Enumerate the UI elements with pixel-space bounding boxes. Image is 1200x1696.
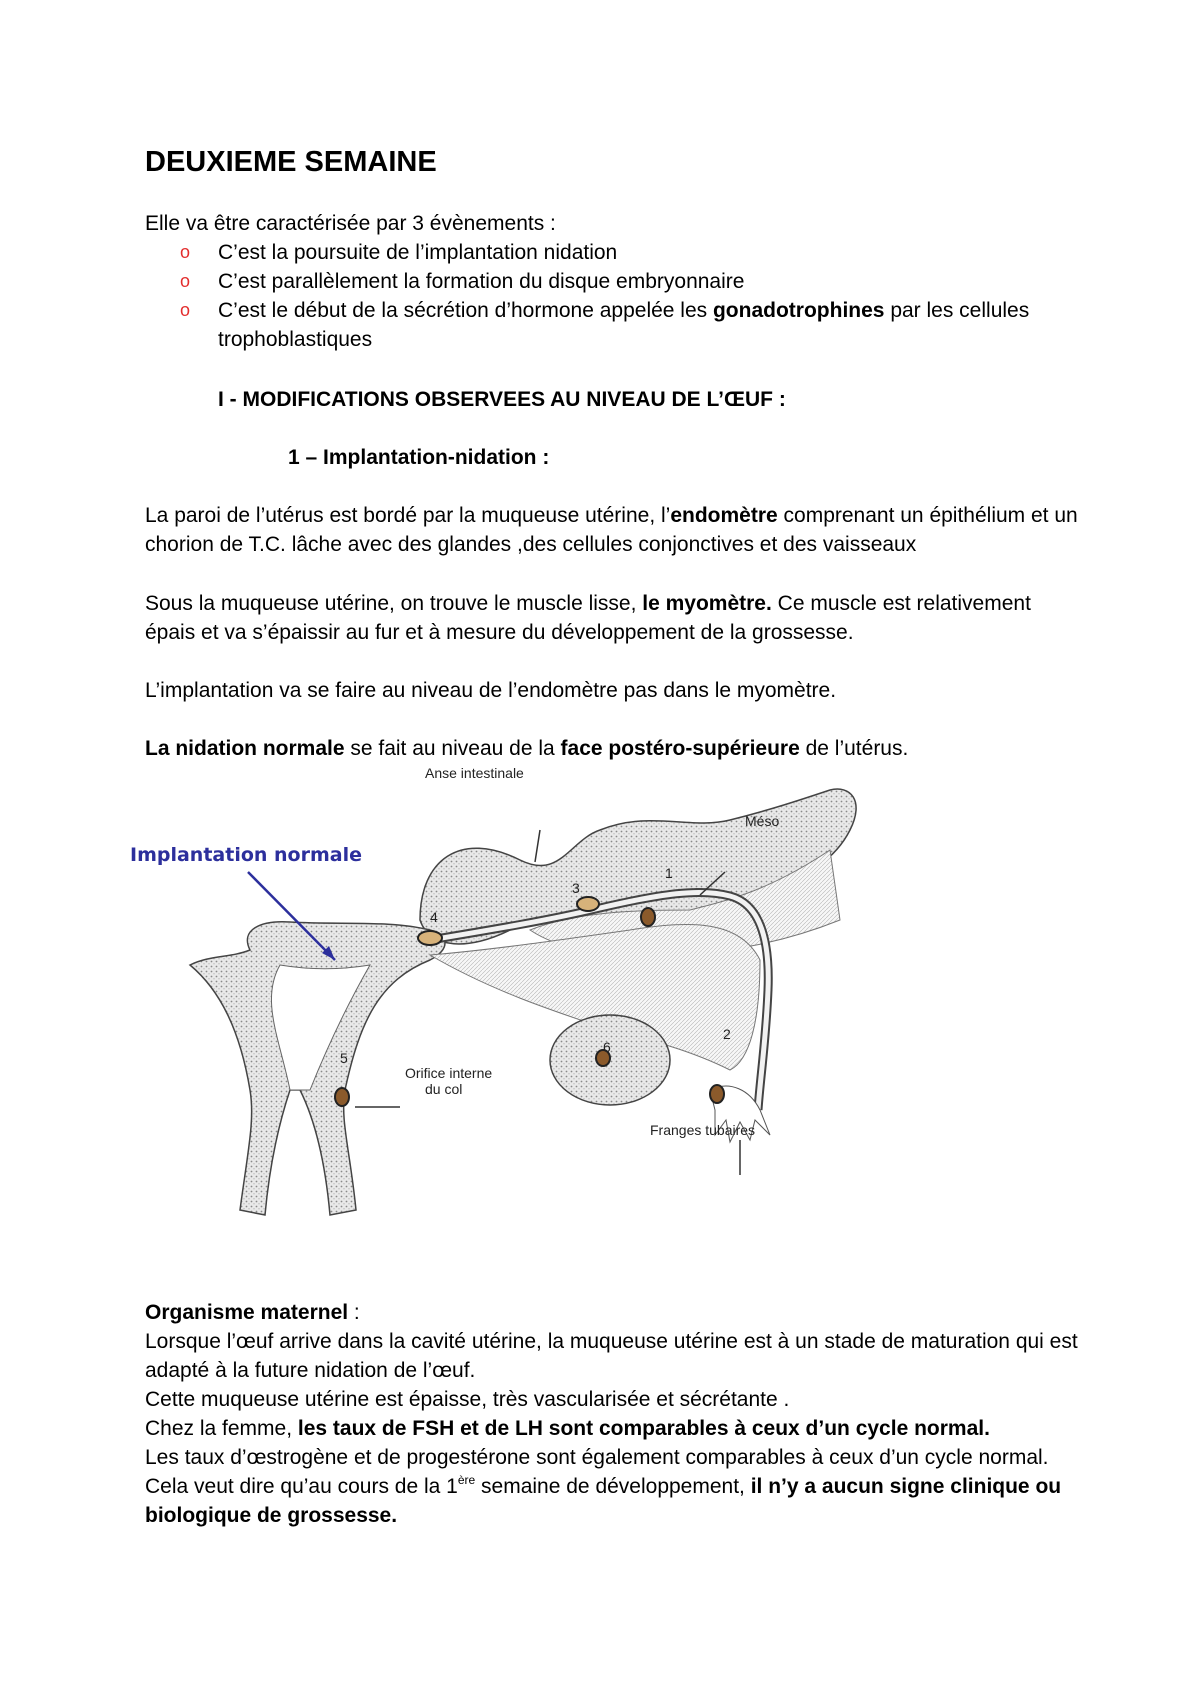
maternal-section [145, 1298, 1085, 1530]
list-item-text: C’est le début de la sécrétion d’hormone appelée les gonadotrophines par les cellules trophoblastiques [218, 299, 1030, 351]
section-heading: I - MODIFICATIONS OBSERVEES AU NIVEAU DE L’ŒUF : [218, 388, 786, 411]
egg-5 [335, 1088, 349, 1106]
number-2: 2 [723, 1026, 731, 1042]
egg-3 [577, 897, 599, 911]
label-franges: Franges tubaires [650, 1122, 756, 1138]
maternal-line: Chez la femme, les taux de FSH et de LH sont comparables à ceux d’un cycle normal. [145, 1417, 990, 1440]
list-item-text: C’est parallèlement la formation du disque embryonnaire [218, 270, 745, 293]
paragraph-implantation: L’implantation va se faire au niveau de l’endomètre pas dans le myomètre. [145, 679, 837, 702]
egg-1 [641, 908, 655, 926]
bold-term: les taux de FSH et de LH sont comparables à ceux d’un cycle normal. [297, 1417, 990, 1440]
maternal-line: Les taux d’œstrogène et de progestérone sont également comparables à ceux d’un cycle normal. [145, 1446, 1049, 1469]
event-list [180, 238, 1080, 354]
intro-text: Elle va être caractérisée par 3 évènements : [145, 212, 556, 235]
bullet-circle-icon: o [180, 300, 191, 320]
maternal-line: Lorsque l’œuf arrive dans la cavité utérine, la muqueuse utérine est à un stade de maturation qui est adapté à la future nidation de l’œuf. [145, 1330, 1078, 1382]
maternal-line: Cela veut dire qu’au cours de la 1ère semaine de développement, il n’y a aucun signe clinique ou biologique de grossesse. [145, 1473, 1062, 1527]
label-orifice-1: Orifice interne [405, 1065, 493, 1081]
maternal-heading: Organisme maternel [145, 1301, 349, 1324]
bold-term: face postéro-supérieure [560, 737, 800, 760]
paragraph-nidation: La nidation normale se fait au niveau de la face postéro-supérieure de l’utérus. [145, 737, 909, 760]
label-orifice-2: du col [425, 1081, 463, 1097]
maternal-line: Cette muqueuse utérine est épaisse, très vascularisée et sécrétante . [145, 1388, 790, 1411]
bold-term: endomètre [670, 504, 778, 527]
label-anse: Anse intestinale [425, 765, 524, 781]
implantation-diagram [130, 765, 890, 1270]
bold-term: il n’y a aucun signe clinique ou biologique de grossesse. [145, 1475, 1062, 1527]
number-1: 1 [665, 865, 673, 881]
number-6: 6 [603, 1039, 611, 1055]
list-item [180, 296, 1080, 354]
egg-4 [418, 931, 442, 945]
number-5: 5 [340, 1050, 348, 1066]
egg-2 [710, 1085, 724, 1103]
maternal-heading-line: Organisme maternel : [145, 1301, 360, 1324]
bold-term: le myomètre. [642, 592, 772, 615]
bold-term: gonadotrophines [712, 299, 885, 322]
bullet-circle-icon: o [180, 242, 191, 262]
number-3: 3 [572, 880, 580, 896]
paragraph-myometre: Sous la muqueuse utérine, on trouve le muscle lisse, le myomètre. Ce muscle est relativement épais et va s’épaissir au fur et à mesure du développement de la grossesse. [145, 592, 1031, 644]
list-item [180, 238, 1080, 267]
sub-heading: 1 – Implantation-nidation : [288, 446, 550, 469]
list-item-text: C’est la poursuite de l’implantation nidation [218, 241, 618, 264]
paragraph-endometre: La paroi de l’utérus est bordé par la muqueuse utérine, l’endomètre comprenant un épithélium et un chorion de T.C. lâche avec des glandes ,des cellules conjonctives et des vaisseaux [145, 504, 1078, 556]
implantation-label: Implantation normale [130, 844, 362, 866]
superscript: ère [457, 1473, 476, 1487]
bullet-circle-icon: o [180, 271, 191, 291]
list-item [180, 267, 1080, 296]
number-4: 4 [430, 909, 438, 925]
page-title: DEUXIEME SEMAINE [145, 146, 437, 178]
bold-term: La nidation normale [145, 737, 345, 760]
label-meso: Méso [745, 813, 780, 829]
